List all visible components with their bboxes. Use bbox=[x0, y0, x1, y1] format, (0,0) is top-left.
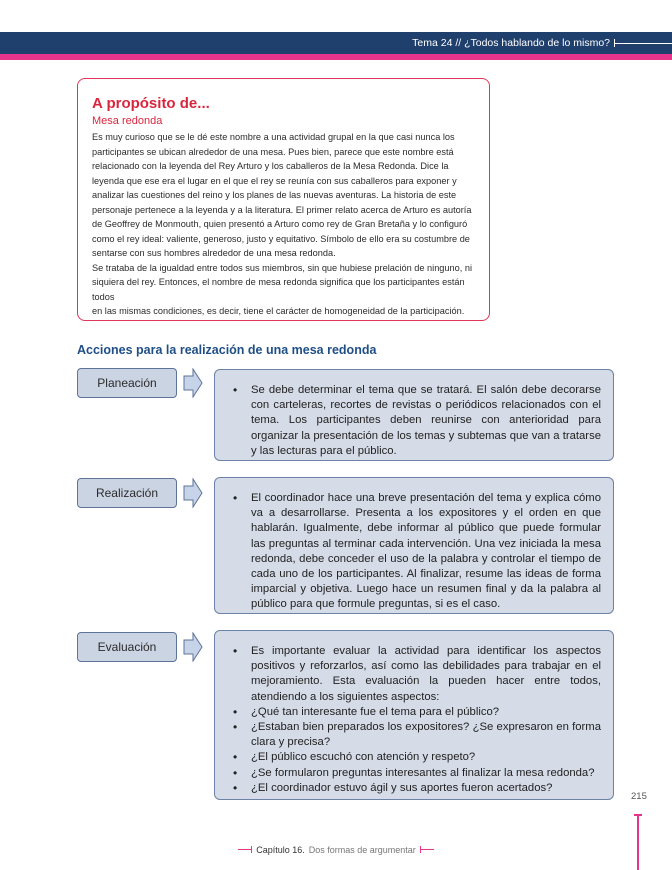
arrow-right-icon bbox=[183, 368, 203, 398]
info-line: Se trataba de la igualdad entre todos sus miembros, sin que hubiese prelación de ninguno, ni bbox=[92, 262, 472, 273]
header-title: Tema 24 // ¿Todos hablando de lo mismo? bbox=[412, 37, 610, 49]
step-bullet: • ¿Se formularon preguntas interesantes al finalizar la mesa redonda? bbox=[227, 766, 601, 781]
footer-chapter: Capítulo 16. bbox=[256, 844, 305, 855]
info-line: personaje pertenece a la leyenda y a la literatura. El primer relato acerca de Arturo es autoría bbox=[92, 204, 472, 215]
step-bullet: • El coordinador hace una breve presentación del tema y explica cómo va a desarrollarse. Presenta a los expositores y el orden en que hablarán. Igualmente, debe informar al público que puede formular las preguntas al terminar cada intervención. Una vez iniciada la mesa redonda, debe conceder el uso de la palabra y controlar el tiempo de cada uno de los participantes. Al finalizar, resume las ideas de forma imparcial y objetiva. Luego hace un resumen final y da la palabra al público para que formule preguntas, si es el caso. bbox=[227, 491, 601, 613]
step-box-planeacion bbox=[214, 369, 614, 461]
info-box-title: A propósito de... bbox=[92, 95, 210, 112]
step-bullet: • ¿Qué tan interesante fue el tema para el público? bbox=[227, 705, 601, 720]
footer-rule-right bbox=[420, 849, 434, 850]
section-heading: Acciones para la realización de una mesa redonda bbox=[77, 343, 377, 357]
header-rule-tick bbox=[614, 39, 615, 47]
info-line: de Geoffrey de Monmouth, quien presentó a Arturo como rey de Gran Bretaña y lo configuró bbox=[92, 219, 468, 229]
stage-label-evaluacion: Evaluación bbox=[77, 632, 177, 662]
arrow-right-icon bbox=[183, 632, 203, 662]
info-line: analizar las cuestiones del reino y los planes de las nuevas aventuras. La historia de este bbox=[92, 190, 457, 200]
step-bullet: • ¿Estaban bien preparados los expositores? ¿Se expresaron en forma clara y precisa? bbox=[227, 720, 601, 750]
info-line: sentarse con sus hombres alrededor de una mesa redonda. bbox=[92, 248, 336, 258]
info-line: siquiera del rey. Entonces, el nombre de mesa redonda significa que los participantes están todos bbox=[92, 277, 465, 302]
info-line: leyenda que ese era el lugar en el que el rey se reunía con sus caballeros para exponer y bbox=[92, 175, 457, 186]
step-bullet: • Se debe determinar el tema que se tratará. El salón debe decorarse con carteleras, recortes de revistas o periódicos relacionados con el tema. Los participantes deben reunirse con anterioridad para organizar la presentación de los temas y subtemas que van a tratarse y las lecturas para el público. bbox=[227, 383, 601, 459]
step-bullet: • ¿El coordinador estuvo ágil y sus aportes fueron acertados? bbox=[227, 781, 601, 796]
info-line: Es muy curioso que se le dé este nombre a una actividad grupal en la que casi nunca los bbox=[92, 132, 455, 142]
page-number: 215 bbox=[631, 791, 647, 802]
info-box-text bbox=[92, 130, 475, 319]
info-line: como el rey ideal: valiente, generoso, justo y equitativo. Símbolo de ello era su costumbre de bbox=[92, 233, 470, 244]
step-box-realizacion bbox=[214, 477, 614, 614]
stage-label-realizacion: Realización bbox=[77, 478, 177, 508]
info-line: en las mismas condiciones, es decir, tiene el carácter de homogeneidad de la participación. bbox=[92, 306, 465, 316]
footer bbox=[0, 842, 672, 855]
arrow-right-icon bbox=[183, 478, 203, 508]
stage-label-planeacion: Planeación bbox=[77, 368, 177, 398]
footer-subject: Dos formas de argumentar bbox=[308, 844, 416, 855]
header-accent-stripe bbox=[0, 54, 672, 60]
info-line: participantes se ubican alrededor de una mesa. Pues bien, parece que este nombre está bbox=[92, 146, 454, 157]
step-bullet: • ¿El público escuchó con atención y respeto? bbox=[227, 750, 601, 765]
header-rule bbox=[614, 43, 672, 44]
step-bullet: • Es importante evaluar la actividad para identificar los aspectos positivos y reforzarlos, así como las debilidades para trabajar en el mejoramiento. Esta evaluación la pueden hacer entre todos, atendiendo a los siguientes aspectos: bbox=[227, 644, 601, 705]
info-box bbox=[77, 78, 490, 321]
info-line: relacionado con la leyenda del Rey Arturo y los caballeros de la Mesa Redonda. Dice la bbox=[92, 161, 449, 171]
info-box-subtitle: Mesa redonda bbox=[92, 115, 163, 127]
step-box-evaluacion bbox=[214, 630, 614, 800]
footer-rule-left bbox=[238, 849, 252, 850]
